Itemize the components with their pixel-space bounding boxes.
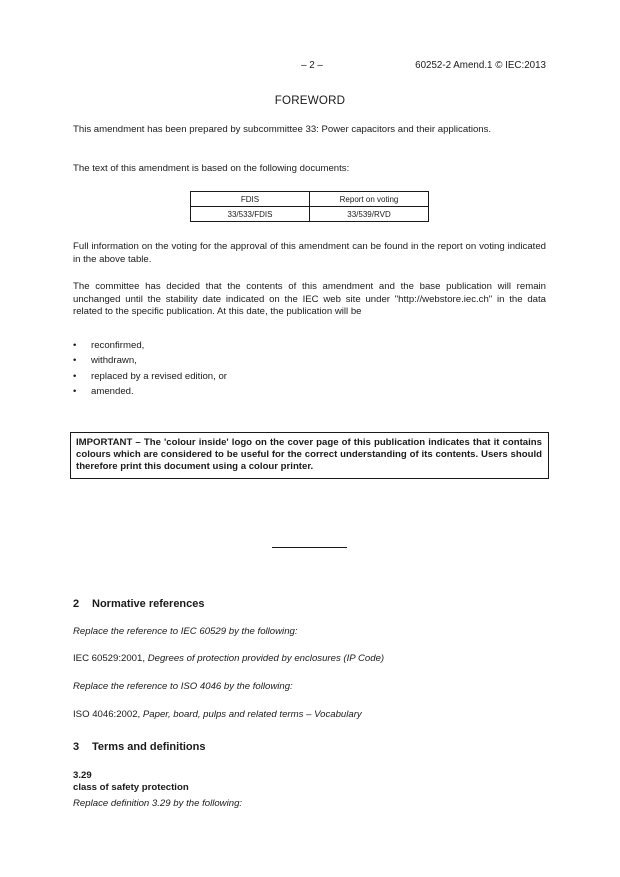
term-number: 3.29 [73,770,92,781]
reference-code: ISO 4046:2002, [73,709,141,720]
table-cell-rvd: 33/539/RVD [310,207,429,222]
list-item: • reconfirmed, [73,340,145,351]
list-item: • amended. [73,385,134,397]
separator-line [272,547,347,548]
table-cell-fdis: 33/533/FDIS [191,207,310,222]
table-header-fdis: FDIS [191,192,310,207]
term-name: class of safety protection [73,782,189,793]
section-3-heading [73,741,205,753]
outcome-list [73,340,227,401]
foreword-paragraph-voting: Full information on the voting for the approval of this amendment can be found in the report on voting indicated in the above table. [73,241,546,265]
important-notice-box: IMPORTANT – The 'colour inside' logo on the cover page of this publication indicates that it contains colours which are considered to be useful for the correct understanding of its contents. Users should therefore print this document using a colour printer. [70,432,549,479]
foreword-paragraph-subcommittee: This amendment has been prepared by subcommittee 33: Power capacitors and their applications. [73,124,492,135]
section-3-number: 3 [73,741,80,753]
reference-code: IEC 60529:2001, [73,653,146,664]
reference-title: Paper, board, pulps and related terms – Vocabulary [142,709,362,720]
bullet-icon: • [73,370,77,382]
section-3-title: Terms and definitions [92,741,206,753]
table-header-row [191,192,429,207]
section-2-heading [73,598,205,610]
instruction-replace-iso-4046: Replace the reference to ISO 4046 by the following: [73,681,293,692]
documents-table [190,191,429,222]
foreword-title: FOREWORD [274,94,346,107]
reference-iso-4046 [73,709,546,722]
bullet-icon: • [73,385,77,397]
bullet-icon: • [73,355,77,367]
foreword-paragraph-stability: The committee has decided that the contents of this amendment and the base publication will remain unchanged until the stability date indicated on the IEC web site under "http://webstore.iec.ch" in the data related to the specific publication. At this date, the publication will be [73,281,546,317]
reference-iec-60529 [73,653,546,666]
instruction-replace-definition: Replace definition 3.29 by the following: [73,798,243,809]
document-reference: 60252-2 Amend.1 © IEC:2013 [415,60,546,71]
section-2-number: 2 [73,598,80,610]
section-2-title: Normative references [92,598,205,610]
list-item: • withdrawn, [73,355,137,367]
table-header-report: Report on voting [310,192,429,207]
instruction-replace-iec-60529: Replace the reference to IEC 60529 by the following: [73,626,298,637]
reference-title: Degrees of protection provided by enclosures (IP Code) [147,653,385,664]
list-item: • replaced by a revised edition, or [73,370,227,382]
table-row [191,207,429,222]
page-number: – 2 – [301,60,323,71]
foreword-paragraph-based-on: The text of this amendment is based on the following documents: [73,163,350,174]
bullet-icon: • [73,340,77,351]
